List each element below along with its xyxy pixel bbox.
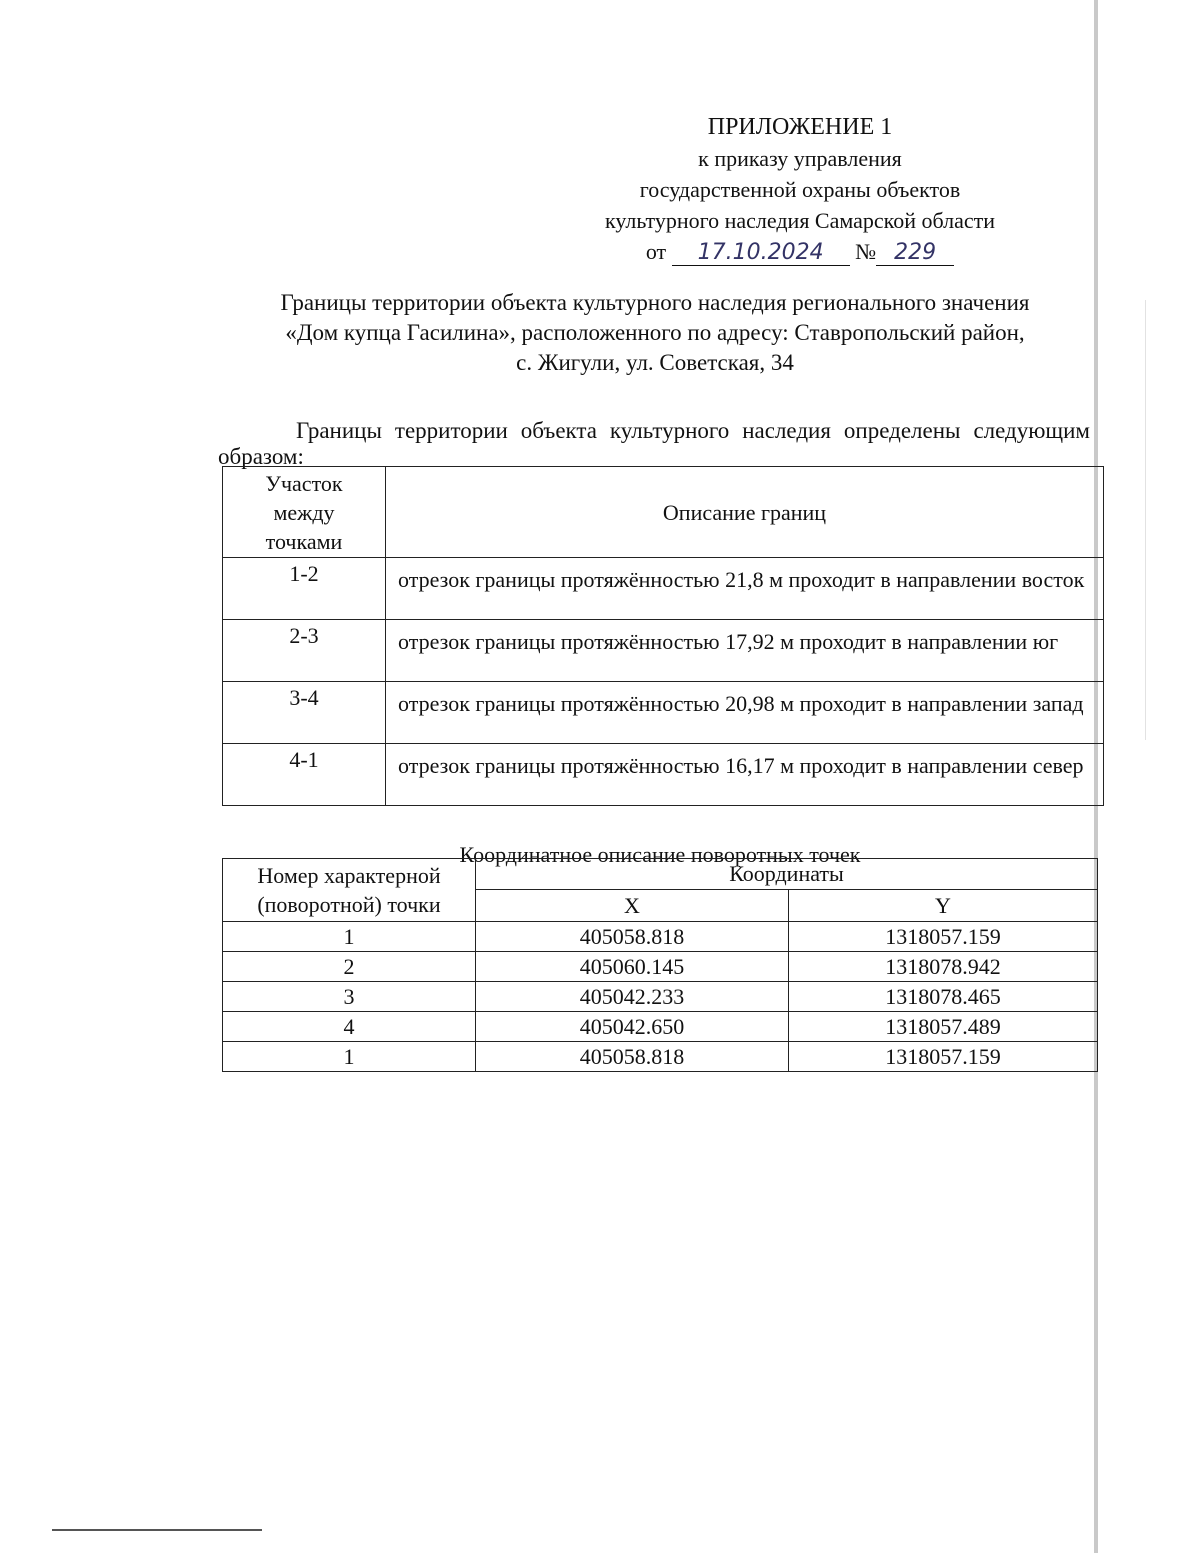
segment-cell: 1-2 bbox=[223, 558, 386, 620]
boundaries-table bbox=[222, 466, 1104, 806]
table-row bbox=[223, 1012, 1098, 1042]
header-segment-line-3: точками bbox=[265, 528, 343, 554]
x-cell: 405060.145 bbox=[476, 952, 789, 982]
table-row bbox=[223, 922, 1098, 952]
coordinates-header-row bbox=[223, 859, 1098, 890]
table-row bbox=[223, 982, 1098, 1012]
point-cell: 1 bbox=[223, 922, 476, 952]
document-heading bbox=[215, 288, 1095, 378]
header-y: Y bbox=[789, 889, 1098, 921]
description-cell: отрезок границы протяжённостью 21,8 м проходит в направлении восток bbox=[386, 558, 1104, 620]
description-cell: отрезок границы протяжённостью 17,92 м проходит в направлении юг bbox=[386, 620, 1104, 682]
header-point-line-2: (поворотной) точки bbox=[257, 892, 441, 917]
boundaries-header-row bbox=[223, 467, 1104, 558]
appendix-block bbox=[540, 112, 1060, 267]
handwritten-date: 17.10.2024 bbox=[672, 241, 850, 266]
header-segment-line-2: между bbox=[273, 499, 335, 525]
x-cell: 405042.233 bbox=[476, 982, 789, 1012]
y-cell: 1318057.489 bbox=[789, 1012, 1098, 1042]
heading-line-1: Границы территории объекта культурного наследия регионального значения bbox=[280, 290, 1030, 315]
x-cell: 405058.818 bbox=[476, 1042, 789, 1072]
coordinates-caption: Координатное описание поворотных точек bbox=[459, 842, 861, 867]
appendix-title: ПРИЛОЖЕНИЕ 1 bbox=[707, 114, 893, 140]
coordinates-table bbox=[222, 858, 1098, 1072]
appendix-line-3: культурного наследия Самарской области bbox=[604, 208, 996, 233]
header-x: X bbox=[476, 889, 789, 921]
table-row bbox=[223, 682, 1104, 744]
number-label: № bbox=[855, 239, 877, 264]
header-coordinates: Координаты bbox=[476, 859, 1098, 890]
point-cell: 2 bbox=[223, 952, 476, 982]
point-cell: 3 bbox=[223, 982, 476, 1012]
y-cell: 1318078.465 bbox=[789, 982, 1098, 1012]
table-row bbox=[223, 952, 1098, 982]
y-cell: 1318057.159 bbox=[789, 1042, 1098, 1072]
segment-cell: 2-3 bbox=[223, 620, 386, 682]
appendix-line-1: к приказу управления bbox=[698, 146, 902, 171]
y-cell: 1318078.942 bbox=[789, 952, 1098, 982]
point-cell: 1 bbox=[223, 1042, 476, 1072]
appendix-line-2: государственной охраны объектов bbox=[639, 177, 961, 202]
x-cell: 405058.818 bbox=[476, 922, 789, 952]
order-date-number-line bbox=[540, 236, 1060, 267]
header-segment-line-1: Участок bbox=[265, 470, 343, 496]
header-point-line-1: Номер характерной bbox=[257, 863, 441, 888]
description-cell: отрезок границы протяжённостью 20,98 м проходит в направлении запад bbox=[386, 682, 1104, 744]
header-description: Описание границ bbox=[386, 467, 1104, 558]
scan-edge-faint bbox=[1145, 300, 1146, 740]
table-row bbox=[223, 620, 1104, 682]
header-segment bbox=[223, 467, 386, 558]
point-cell: 4 bbox=[223, 1012, 476, 1042]
segment-cell: 3-4 bbox=[223, 682, 386, 744]
handwritten-number: 229 bbox=[876, 241, 954, 266]
from-label: от bbox=[645, 239, 667, 264]
table-row bbox=[223, 744, 1104, 806]
table-row bbox=[223, 1042, 1098, 1072]
segment-cell: 4-1 bbox=[223, 744, 386, 806]
y-cell: 1318057.159 bbox=[789, 922, 1098, 952]
heading-line-2: «Дом купца Гасилина», расположенного по адресу: Ставропольский район, bbox=[285, 320, 1025, 345]
heading-line-3: с. Жигули, ул. Советская, 34 bbox=[516, 350, 794, 375]
x-cell: 405042.650 bbox=[476, 1012, 789, 1042]
header-point-number bbox=[223, 859, 476, 922]
intro-paragraph: Границы территории объекта культурного наследия определены следующим образом: bbox=[218, 418, 1090, 469]
footer-rule bbox=[52, 1529, 262, 1531]
table-row bbox=[223, 558, 1104, 620]
description-cell: отрезок границы протяжённостью 16,17 м проходит в направлении север bbox=[386, 744, 1104, 806]
